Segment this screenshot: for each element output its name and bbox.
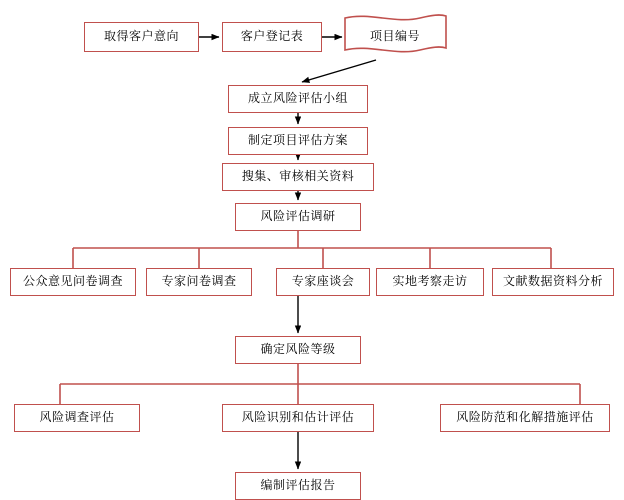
node-client-registration-form[interactable] xyxy=(222,22,322,52)
node-project-number[interactable] xyxy=(345,16,445,58)
node-label: 风险识别和估计评估 xyxy=(241,410,355,425)
node-label: 文献数据资料分析 xyxy=(502,274,603,289)
node-label: 确定风险等级 xyxy=(260,342,336,357)
node-label: 制定项目评估方案 xyxy=(247,133,348,148)
node-label: 取得客户意向 xyxy=(103,29,179,44)
node-collect-review-materials[interactable] xyxy=(222,163,374,191)
node-risk-investigation-assessment[interactable] xyxy=(14,404,140,432)
node-label: 风险防范和化解措施评估 xyxy=(456,410,594,425)
node-risk-assessment-research[interactable] xyxy=(235,203,361,231)
node-compile-assessment-report[interactable] xyxy=(235,472,361,500)
node-expert-questionnaire[interactable] xyxy=(146,268,252,296)
node-label: 专家问卷调查 xyxy=(161,274,237,289)
node-label: 实地考察走访 xyxy=(392,274,468,289)
node-take-client-intent[interactable] xyxy=(84,22,199,52)
node-label: 搜集、审核相关资料 xyxy=(241,169,355,184)
node-risk-prevention-mitigation-assessment[interactable] xyxy=(440,404,610,432)
node-risk-identification-estimation-assessment[interactable] xyxy=(222,404,374,432)
node-determine-risk-level[interactable] xyxy=(235,336,361,364)
node-label: 风险调查评估 xyxy=(39,410,115,425)
node-label: 成立风险评估小组 xyxy=(247,91,348,106)
node-public-opinion-survey[interactable] xyxy=(10,268,136,296)
node-expert-symposium[interactable] xyxy=(276,268,370,296)
node-literature-data-analysis[interactable] xyxy=(492,268,614,296)
node-label: 项目编号 xyxy=(369,29,420,44)
node-label: 公众意见问卷调查 xyxy=(22,274,123,289)
node-formulate-project-assessment-plan[interactable] xyxy=(228,127,368,155)
node-label: 专家座谈会 xyxy=(291,274,355,289)
node-establish-risk-assessment-team[interactable] xyxy=(228,85,368,113)
node-label: 客户登记表 xyxy=(240,29,304,44)
node-field-visits[interactable] xyxy=(376,268,484,296)
node-label: 编制评估报告 xyxy=(260,478,336,493)
node-label: 风险评估调研 xyxy=(260,209,336,224)
